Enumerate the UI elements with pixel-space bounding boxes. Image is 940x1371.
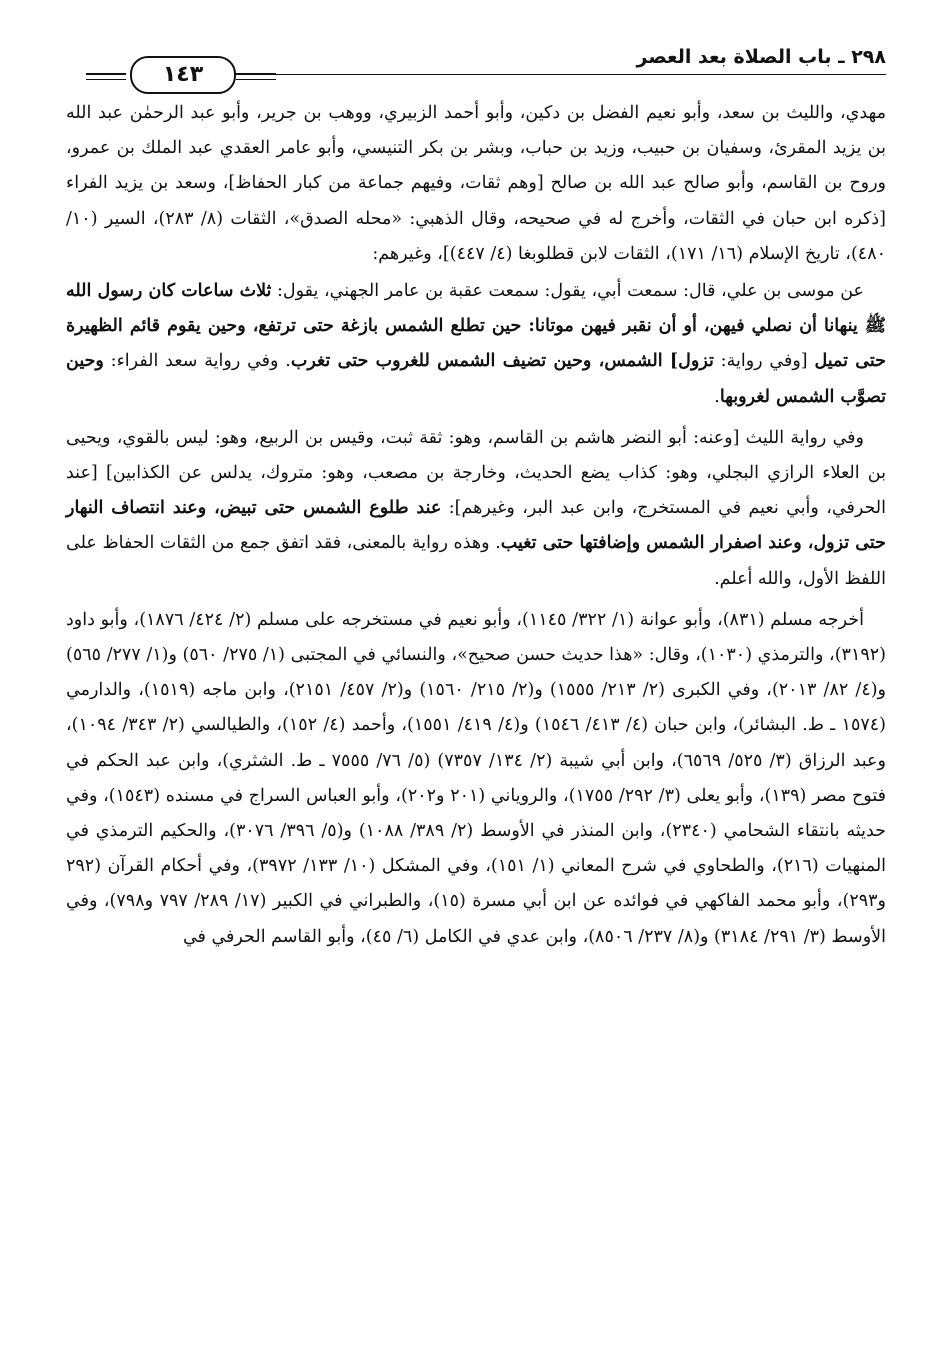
page-number-ornament	[86, 56, 276, 92]
hadith-end: .	[714, 386, 720, 407]
narrators-paragraph: مهدي، والليث بن سعد، وأبو نعيم الفضل بن دكين، وأبو أحمد الزبيري، ووهب بن جرير، وأبو عبد الرحمٰن عبد الله بن يزيد المقرئ، وسفيان بن حبيب، وزيد بن حباب، وبشر بن بكر التنيسي، وأبو عامر العقدي عبد الملك بن عمرو، وروح بن القاسم، وأبو صالح عبد الله بن صالح [وهم ثقات، وفيهم جماعة من كبار الحفاظ]، وسعد بن يزيد الفراء [ذكره ابن حبان في الثقات، وأخرج له في صحيحه، وقال الذهبي: «محله الصدق»، الثقات (٨/ ٢٨٣)، السير (١٠/ ٤٨٠)، تاريخ الإسلام (١٦/ ١٧١)، الثقات لابن قطلوبغا (٤/ ٤٤٧)]، وغيرهم:	[66, 103, 886, 264]
book-page	[66, 40, 886, 1340]
variant-note: [وفي رواية:	[713, 351, 815, 372]
running-title: ٢٩٨ ـ باب الصلاة بعد العصر	[636, 46, 886, 68]
hadith-paragraph	[66, 274, 886, 415]
page-body	[66, 96, 886, 955]
page-number: ١٤٣	[130, 56, 236, 94]
laith-riwaya-paragraph	[66, 421, 886, 597]
hadith-matn: ثلاث ساعات كان رسول الله ﷺ ينهانا أن نصلي فيهن، أو أن نقبر فيهن موتانا: حين تطلع الشمس بازغة حتى ترتفع، وحين يقوم قائم الظهيرة حتى تميل	[66, 281, 886, 372]
page-header	[66, 40, 886, 94]
ornament-rule-right	[236, 73, 276, 75]
variant-note-2: . وفي رواية سعد الفراء:	[103, 351, 291, 372]
laith-matn: عند طلوع الشمس حتى تبيض، وعند انتصاف النهار حتى تزول، وعند اصفرار الشمس وإضافتها حتى تغيب	[66, 498, 886, 554]
takhrij-paragraph: أخرجه مسلم (٨٣١)، وأبو عوانة (١/ ٣٢٢/ ١١٤٥)، وأبو نعيم في مستخرجه على مسلم (٢/ ٤٢٤/ ١٨٧٦)، وأبو داود (٣١٩٢)، والترمذي (١٠٣٠)، وقال: «هذا حديث حسن صحيح»، والنسائي في المجتبى (١/ ٢٧٥/ ٥٦٠) و(١/ ٢٧٧/ ٥٦٥) و(٤/ ٨٢/ ٢٠١٣)، وفي الكبرى (٢/ ٢١٣/ ١٥٥٥) و(٢/ ٢١٥/ ١٥٦٠) و(٢/ ٤٥٧/ ٢١٥١)، وابن ماجه (١٥١٩)، والدارمي (١٥٧٤ ـ ط. البشائر)، وابن حبان (٤/ ٤١٣/ ١٥٤٦) و(٤/ ٤١٩/ ١٥٥١)، وأحمد (٤/ ١٥٢)، والطيالسي (٢/ ٣٤٣/ ١٠٩٤)، وعبد الرزاق (٣/ ٥٢٥/ ٦٥٦٩)، وابن أبي شيبة (٢/ ١٣٤/ ٧٣٥٧) (٥/ ٧٦/ ٧٥٥٥ ـ ط. الشثري)، وابن عبد الحكم في فتوح مصر (١٣٩)، وأبو يعلى (٣/ ٢٩٢/ ١٧٥٥)، والروياني (٢٠١ و٢٠٢)، وأبو العباس السراج في مسنده (١٥٤٣)، وفي حديثه بانتقاء الشحامي (٢٣٤٠)، وابن المنذر في الأوسط (٢/ ٣٨٩/ ١٠٨٨) و(٥/ ٣٩٦/ ٣٠٧٦)، والحكيم الترمذي في المنهيات (٢١٦)، والطحاوي في شرح المعاني (١/ ١٥١)، وفي المشكل (١٠/ ١٣٣/ ٣٩٧٢)، وفي أحكام القرآن (٢٩٢ و٢٩٣)، وأبو محمد الفاكهي في فوائده عن ابن أبي مسرة (١٥)، والطبراني في الكبير (١٧/ ٢٨٩/ ٧٩٧ و٧٩٨)، وفي الأوسط (٣/ ٢٩١/ ٣١٨٤) و(٨/ ٢٣٧/ ٨٥٠٦)، وابن عدي في الكامل (٦/ ٤٥)، وأبو القاسم الحرفي في	[66, 609, 887, 947]
hadith-matn-variant-2: وحين تصوَّب الشمس لغروبها	[66, 351, 886, 407]
hadith-isnad: عن موسى بن علي، قال: سمعت أبي، يقول: سمعت عقبة بن عامر الجهني، يقول:	[271, 281, 864, 302]
laith-intro: وفي رواية الليث [وعنه: أبو النضر هاشم بن القاسم، وهو: ثقة ثبت، وقيس بن الربيع، وهو: ليس بالقوي، ويحيى بن العلاء الرازي البجلي، وهو: كذاب يضع الحديث، وخارجة بن مصعب، وهو: متروك، يدلس عن الكذابين] [عند الحرفي، وأبي نعيم في المستخرج، وابن عبد البر، وغيرهم]:	[66, 427, 886, 519]
laith-comment: . وهذه رواية بالمعنى، فقد اتفق جمع من الثقات الحفاظ على اللفظ الأول، والله أعلم.	[66, 533, 886, 589]
hadith-matn-variant: تزول] الشمس، وحين تضيف الشمس للغروب حتى تغرب	[290, 351, 714, 372]
header-divider	[276, 74, 886, 75]
ornament-rule-left	[86, 73, 126, 75]
